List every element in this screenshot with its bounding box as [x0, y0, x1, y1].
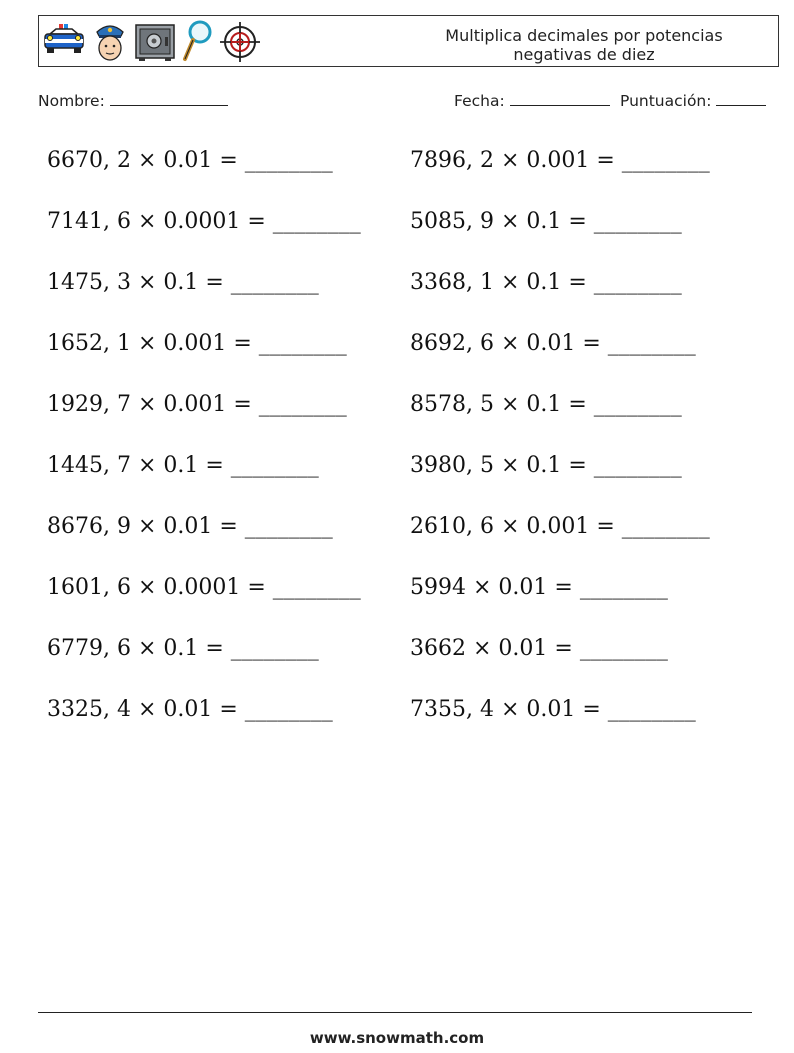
name-blank[interactable]: [110, 93, 228, 106]
problem-item: 7141, 6 × 0.0001 = ________: [47, 209, 361, 234]
title-line-2: negativas de diez: [513, 45, 655, 64]
date-field: [454, 92, 610, 110]
problem-item: 8578, 5 × 0.1 = ________: [410, 392, 682, 417]
problem-item: 8692, 6 × 0.01 = ________: [410, 331, 696, 356]
problem-item: 1445, 7 × 0.1 = ________: [47, 453, 319, 478]
problem-item: 1601, 6 × 0.0001 = ________: [47, 575, 361, 600]
crosshair-target-icon: [218, 20, 262, 64]
problem-item: 3662 × 0.01 = ________: [410, 636, 668, 661]
problem-item: 8676, 9 × 0.01 = ________: [47, 514, 333, 539]
problem-item: 6779, 6 × 0.1 = ________: [47, 636, 319, 661]
problem-item: 2610, 6 × 0.001 = ________: [410, 514, 710, 539]
police-officer-icon: [91, 20, 129, 64]
score-blank[interactable]: [716, 93, 766, 106]
problem-item: 1475, 3 × 0.1 = ________: [47, 270, 319, 295]
problem-item: 1652, 1 × 0.001 = ________: [47, 331, 347, 356]
problem-item: 5085, 9 × 0.1 = ________: [410, 209, 682, 234]
footer-divider: [38, 1012, 752, 1013]
problem-item: 7896, 2 × 0.001 = ________: [410, 148, 710, 173]
title-line-1: Multiplica decimales por potencias: [445, 26, 723, 45]
date-blank[interactable]: [510, 93, 610, 106]
safe-icon: [134, 22, 176, 62]
date-label: Fecha:: [454, 92, 505, 110]
problem-item: 3368, 1 × 0.1 = ________: [410, 270, 682, 295]
name-label: Nombre:: [38, 92, 105, 110]
problem-item: 6670, 2 × 0.01 = ________: [47, 148, 333, 173]
magnifying-glass-icon: [181, 19, 213, 65]
score-label: Puntuación:: [620, 92, 712, 110]
problem-item: 5994 × 0.01 = ________: [410, 575, 668, 600]
worksheet-title: [394, 26, 774, 64]
name-field: [38, 92, 228, 110]
footer-url: www.snowmath.com: [309, 1029, 485, 1047]
header-icons: [42, 19, 262, 65]
problem-item: 1929, 7 × 0.001 = ________: [47, 392, 347, 417]
police-car-icon: [42, 22, 86, 62]
problem-item: 3325, 4 × 0.01 = ________: [47, 697, 333, 722]
score-field: [620, 92, 766, 110]
problem-item: 7355, 4 × 0.01 = ________: [410, 697, 696, 722]
problem-item: 3980, 5 × 0.1 = ________: [410, 453, 682, 478]
worksheet-header: [38, 15, 779, 67]
